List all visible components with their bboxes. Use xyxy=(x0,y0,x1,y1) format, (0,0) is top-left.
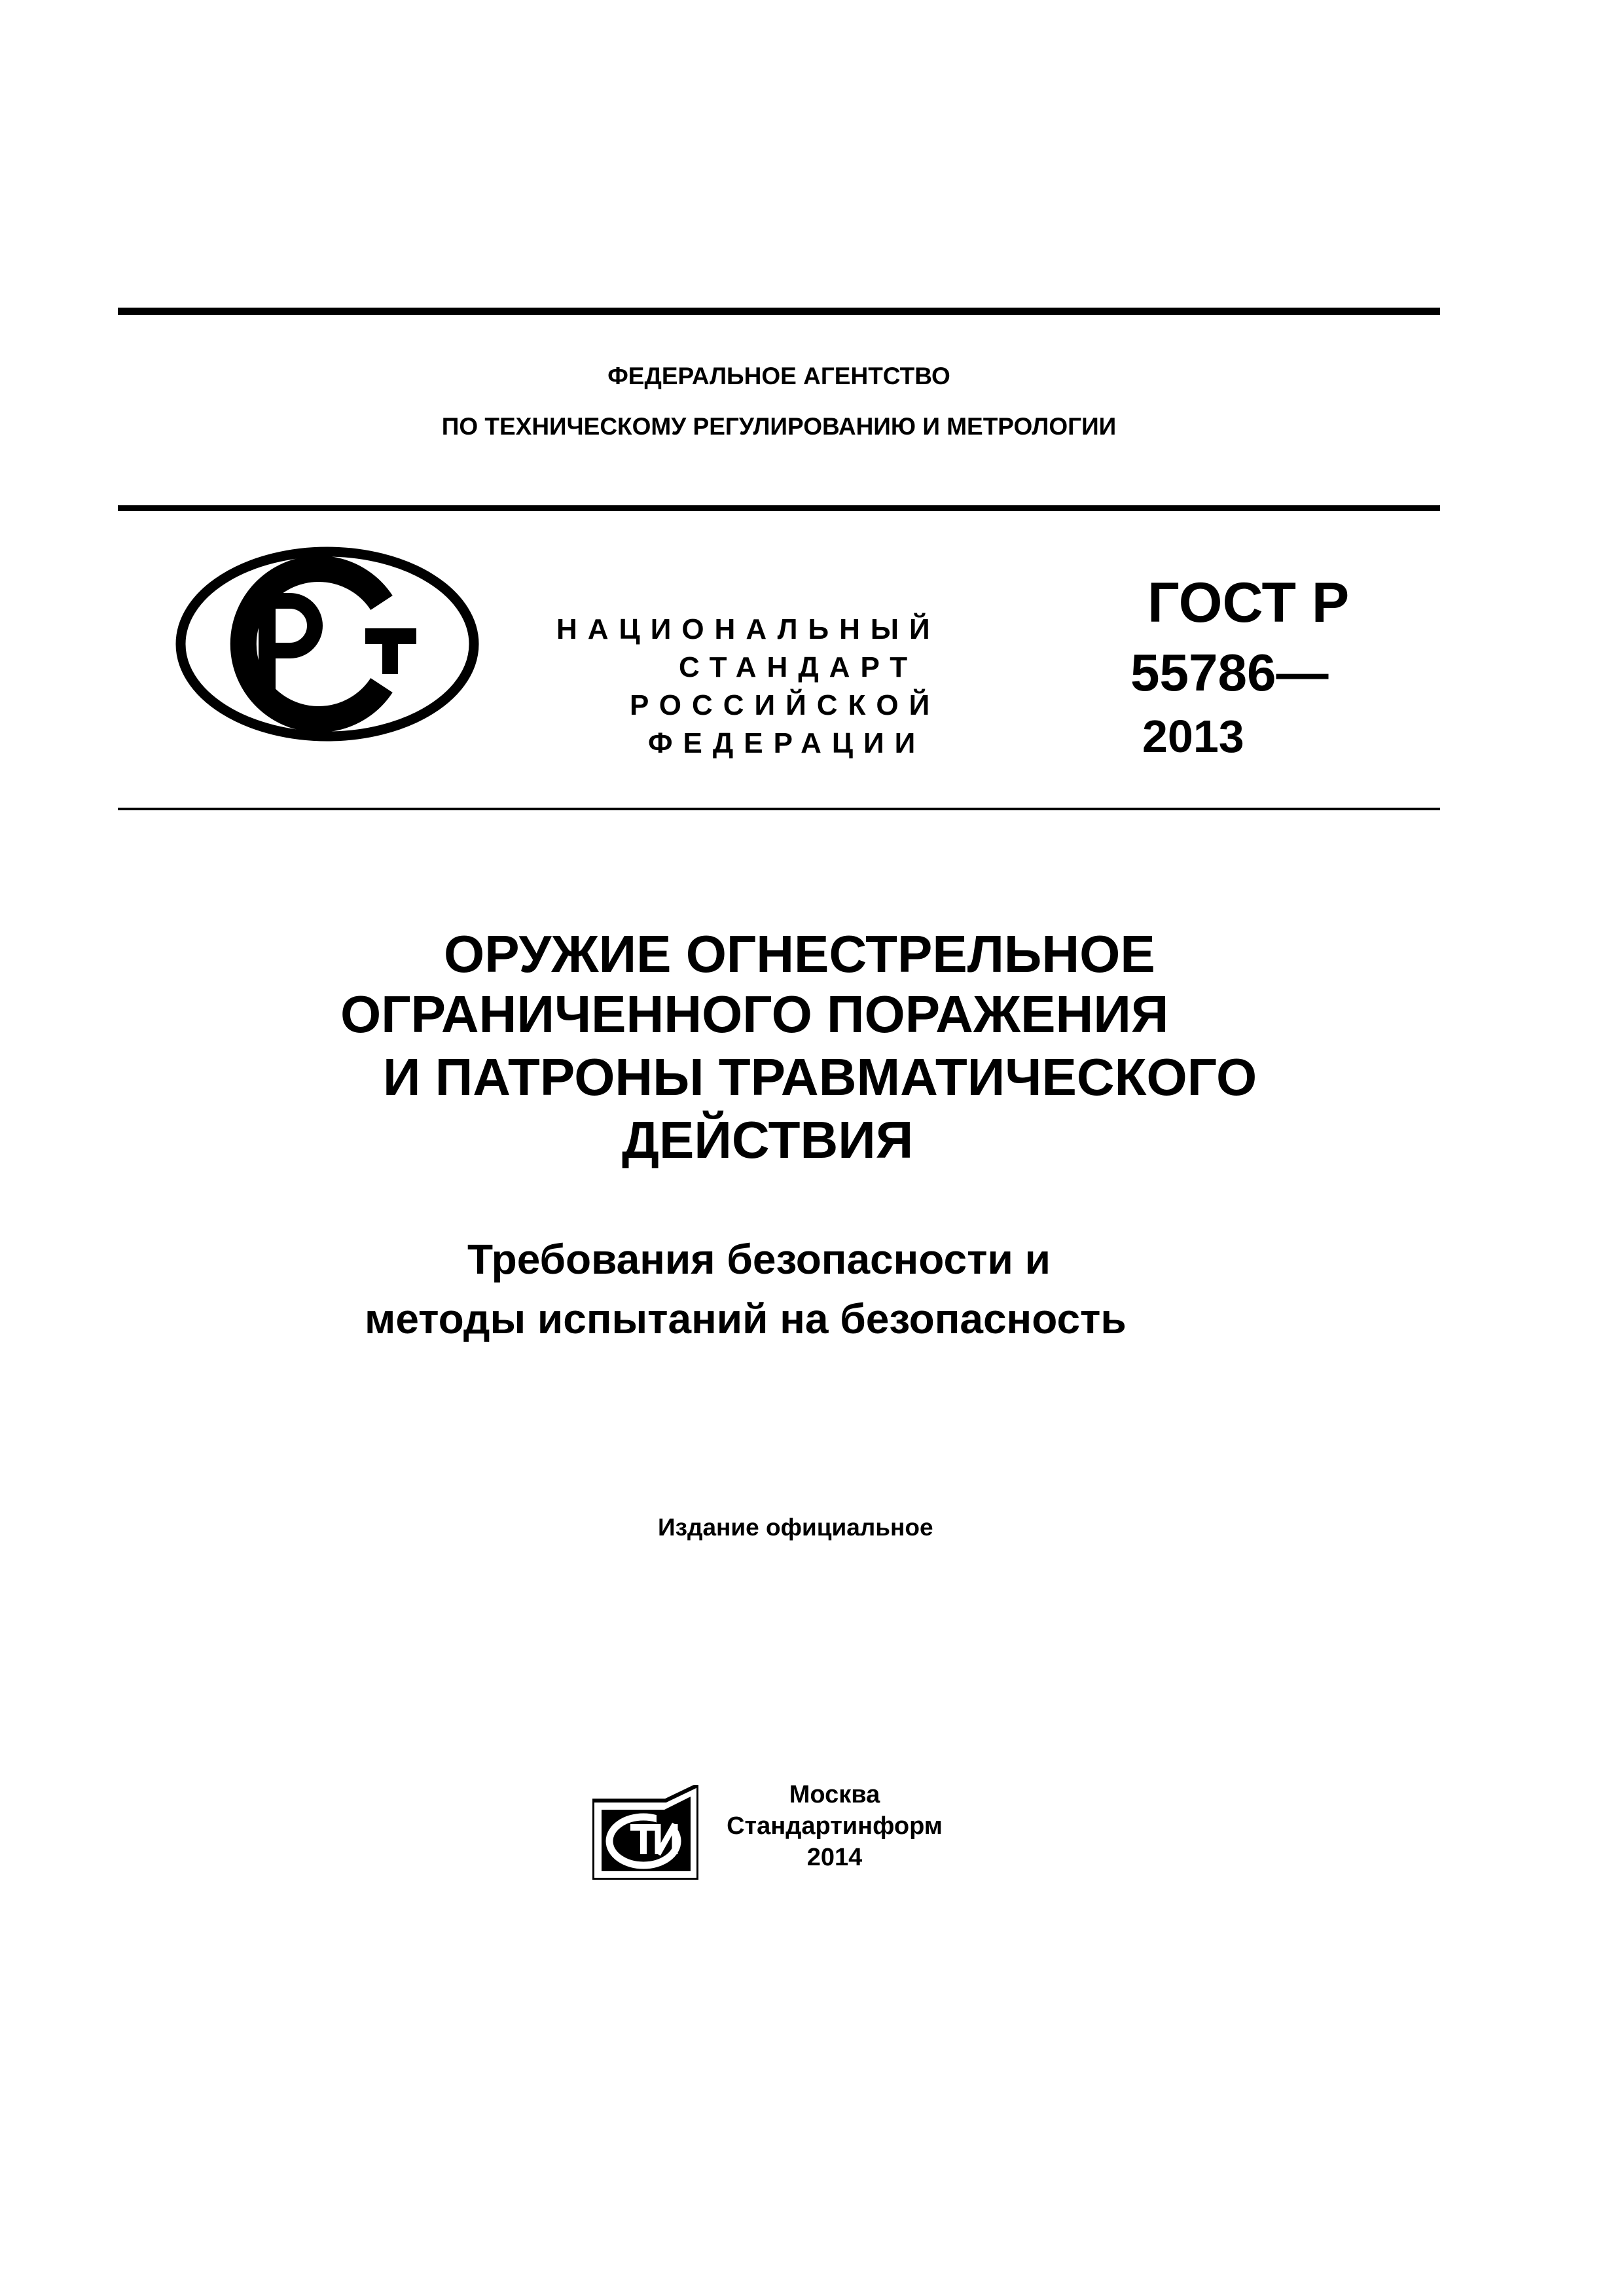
standard-type-line-2: СТАНДАРТ xyxy=(679,651,918,683)
subtitle-line-2: методы испытаний на безопасность xyxy=(365,1295,1127,1342)
designation-rule xyxy=(118,808,1440,810)
top-rule xyxy=(118,308,1440,315)
gost-number: 55786— xyxy=(1130,643,1329,702)
standard-type-line-3: РОССИЙСКОЙ xyxy=(630,689,941,721)
subtitle-line-1: Требования безопасности и xyxy=(467,1236,1051,1283)
gost-prefix: ГОСТ Р xyxy=(1147,571,1350,634)
title-line-2: ОГРАНИЧЕННОГО ПОРАЖЕНИЯ xyxy=(340,985,1169,1043)
header-rule xyxy=(118,505,1440,511)
title-line-1: ОРУЖИЕ ОГНЕСТРЕЛЬНОЕ xyxy=(444,925,1155,983)
publisher-imprint xyxy=(720,1779,949,1873)
title-line-3: И ПАТРОНЫ ТРАВМАТИЧЕСКОГО xyxy=(383,1048,1257,1106)
publisher-year: 2014 xyxy=(806,1844,863,1871)
gost-year: 2013 xyxy=(1142,711,1244,762)
edition-label: Издание официальное xyxy=(658,1514,933,1541)
title-line-4: ДЕЙСТВИЯ xyxy=(622,1111,914,1169)
standard-type-line-4: ФЕДЕРАЦИИ xyxy=(648,727,926,759)
standard-type-line-1: НАЦИОНАЛЬНЫЙ xyxy=(556,613,941,645)
agency-line-2: ПО ТЕХНИЧЕСКОМУ РЕГУЛИРОВАНИЮ И МЕТРОЛОГИИ xyxy=(441,413,1117,440)
standartinform-logo-icon xyxy=(592,1785,698,1880)
rst-gost-emblem-icon xyxy=(175,545,480,743)
publisher-name: Стандартинформ xyxy=(727,1812,943,1840)
agency-line-1: ФЕДЕРАЛЬНОЕ АГЕНТСТВО xyxy=(607,363,950,389)
publisher-city: Москва xyxy=(789,1781,880,1808)
